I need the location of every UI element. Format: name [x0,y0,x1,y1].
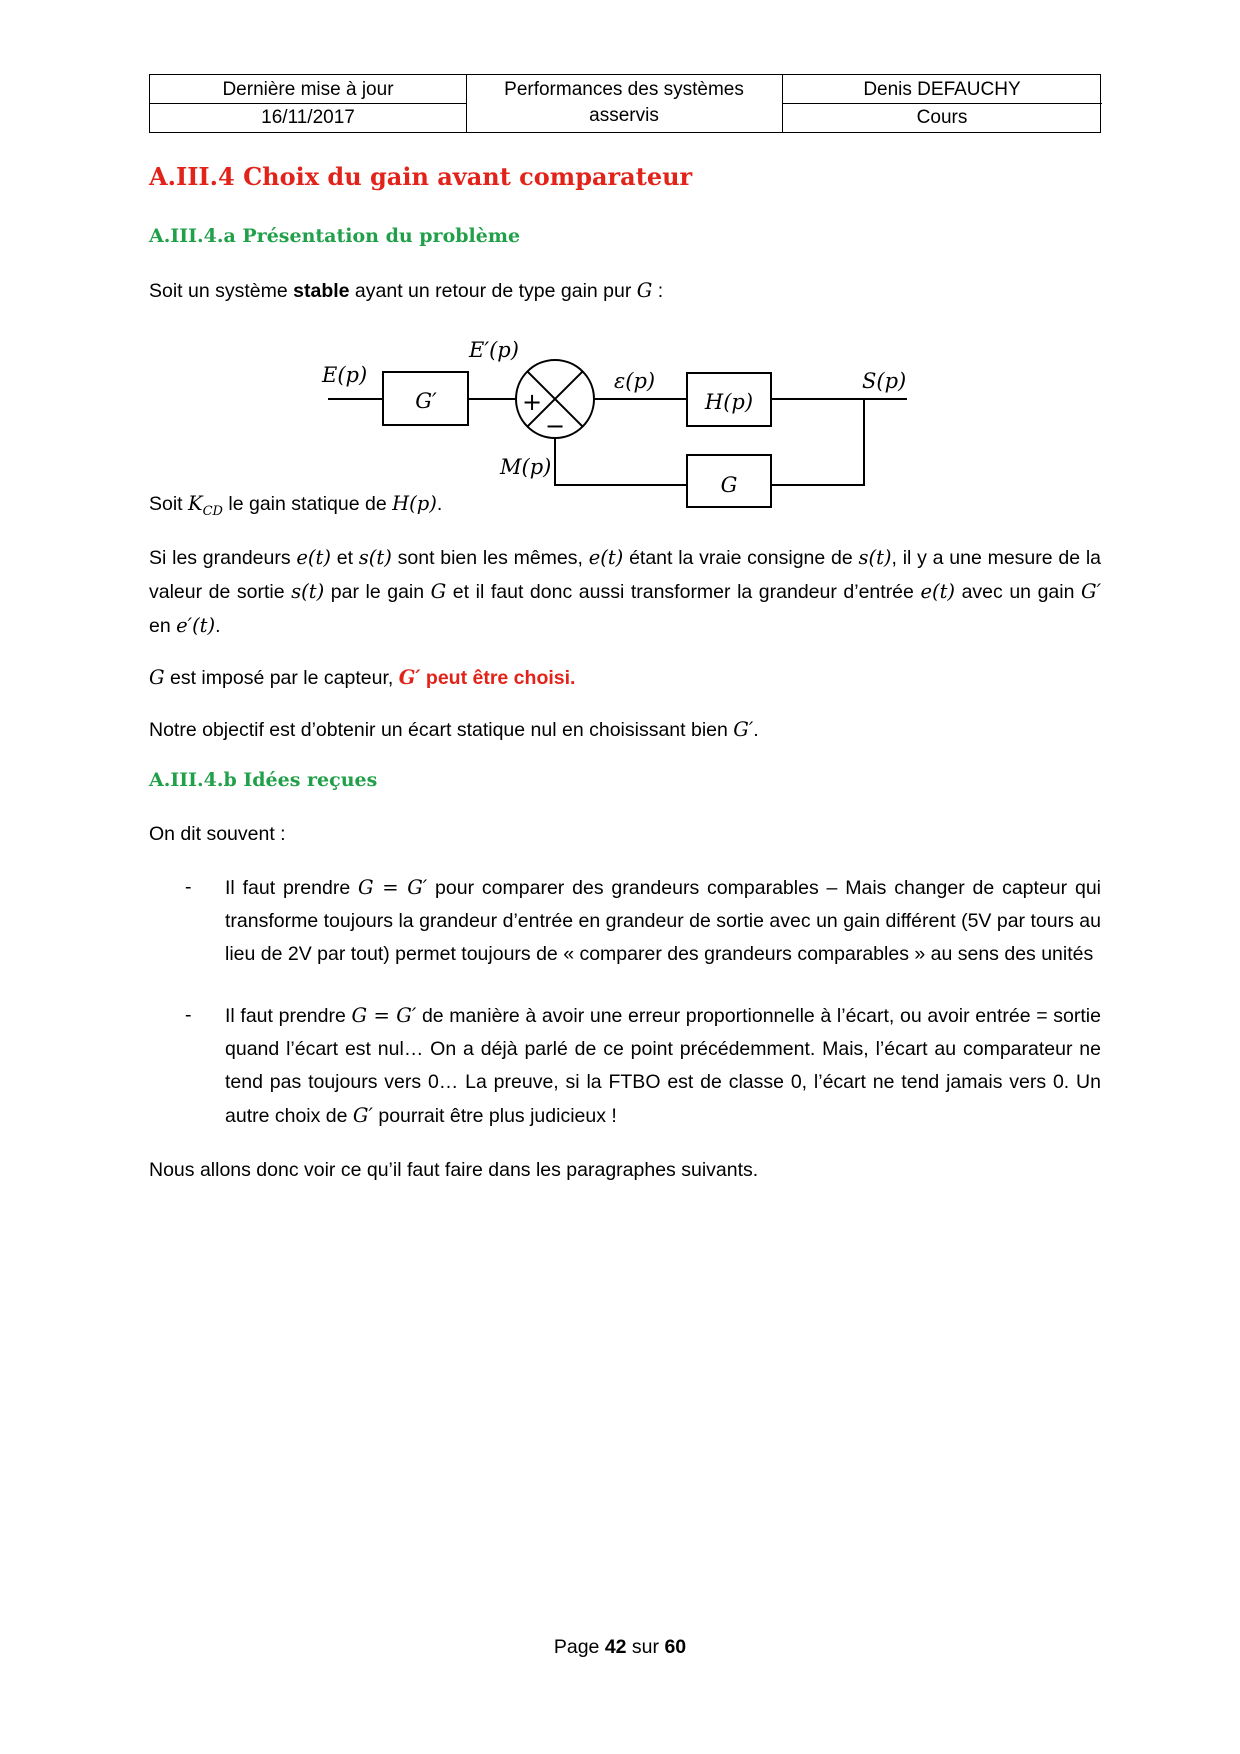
conclusion-paragraph: Nous allons donc voir ce qu’il faut faire dans les paragraphes suivants. [149,1159,759,1181]
output-label: S(p) [862,369,907,393]
g-block-label: G [720,473,738,497]
input-label: E(p) [322,363,368,387]
header-doc-type: Cours [916,107,968,128]
section-title: A.III.4 Choix du gain avant comparateur [149,162,693,191]
m-label: M(p) [500,455,552,479]
list-dash: - [185,876,192,898]
imposed-paragraph: G est imposé par le capteur, G′ peut être choisi. [149,666,576,689]
error-label: ε(p) [614,369,656,393]
eprime-label: E′(p) [469,338,519,362]
list-dash: - [185,1004,192,1026]
objective-paragraph: Notre objectif est d’obtenir un écart statique nul en choisissant bien G′. [149,718,759,741]
wire-feedback-return [555,438,687,485]
block-diagram [0,0,1240,520]
intro-paragraph: Soit un système stable ayant un retour de type gain pur G : [149,279,664,302]
header-date: 16/11/2017 [261,107,355,128]
header-last-update-label: Dernière mise à jour [222,78,394,100]
header-title-line2: asservis [589,105,659,126]
header-author: Denis DEFAUCHY [863,78,1021,100]
minus-sign: − [544,412,566,440]
plus-sign: + [521,388,543,416]
wire-feedback-take-off [771,399,864,485]
h-block-label: H(p) [704,390,754,414]
explanation-paragraph: Si les grandeurs e(t) et s(t) sont bien les mêmes, e(t) étant la vraie consigne de s(t), il y a une mesure de la valeur de sortie s(t) par le gain G et il faut donc aussi transformer la grandeur d’entrée e(t) avec un gain G′ en e′(t). [149,546,1102,637]
list-item-text: Il faut prendre G = G′ pour comparer des grandeurs comparables – Mais changer de capteur qui transforme toujours la grandeur d’entrée en grandeur de sortie avec un gain différent (5V par tours au lieu de 2V par tout) permet toujours de « comparer des grandeurs comparables » au sens des unités [225,876,1101,965]
kcd-paragraph: Soit $K_{CD}$ le gain statique de H(p). [149,492,443,519]
intro-b-paragraph: On dit souvent : [149,823,286,845]
gprime-block-label: G′ [415,389,437,413]
subsection-b-title: A.III.4.b Idées reçues [149,769,378,791]
page-footer: Page 42 sur 60 [553,1636,687,1658]
list-item-text: Il faut prendre G = G′ de manière à avoir une erreur proportionnelle à l’écart, ou avoir entrée = sortie quand l’écart est nul… On a déjà parlé de ce point précédemment. Mais, l’écart au comparateur ne tend pas toujours vers 0… La preuve, si la FTBO est de classe 0, l’écart ne tend jamais vers 0. Un autre choix de G′ pourrait être plus judicieux ! [225,1004,1101,1127]
subsection-a-title: A.III.4.a Présentation du problème [149,225,521,247]
header-title-line1: Performances des systèmes [504,78,744,100]
